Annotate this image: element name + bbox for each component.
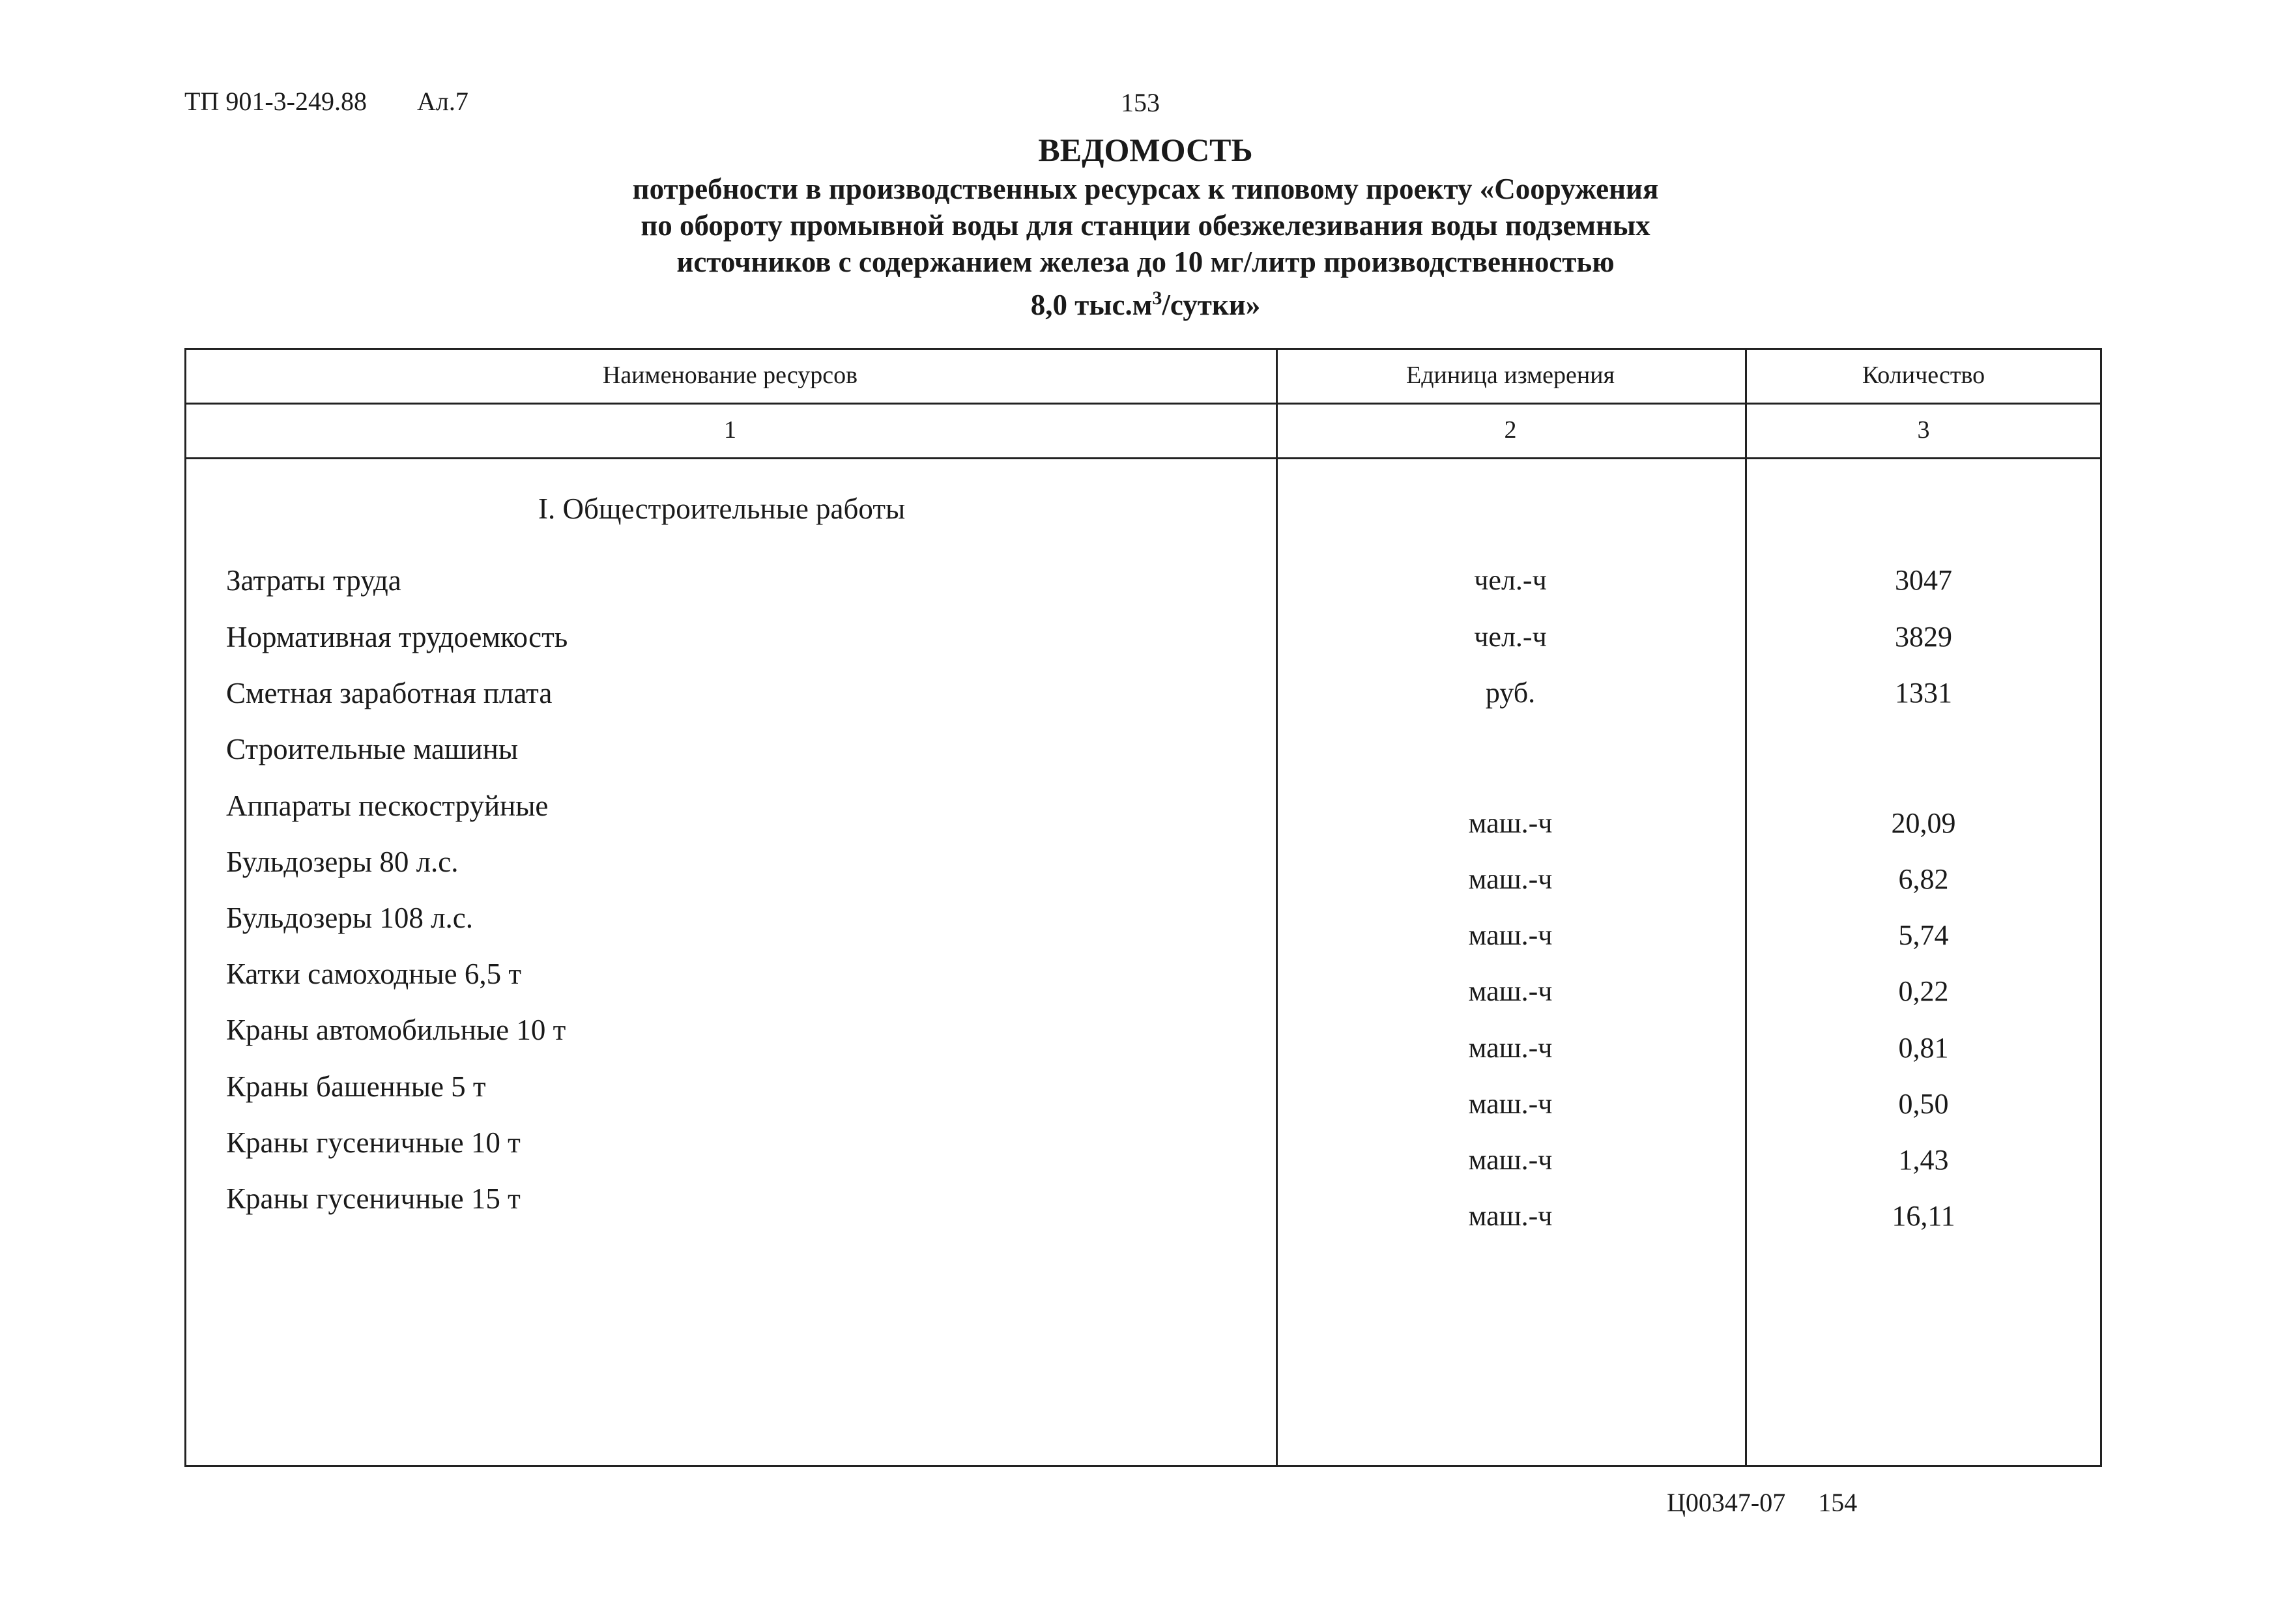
sheet-label: Ал.7	[417, 87, 468, 116]
title-line-2: по обороту промывной воды для станции обезжелезивания воды подземных	[641, 209, 1650, 242]
table-row-name: Краны автомобильные 10 т	[226, 1014, 566, 1046]
page-number: 153	[1121, 88, 1160, 117]
table-row-unit: руб.	[1485, 677, 1536, 709]
table-row-qty: 6,82	[1898, 863, 1949, 895]
table-row-name: Катки самоходные 6,5 т	[226, 958, 522, 990]
column-divider-1	[1276, 348, 1278, 1467]
table-row-qty: 0,50	[1898, 1088, 1949, 1120]
table-row-qty: 1331	[1895, 677, 1952, 709]
column-header-name: Наименование ресурсов	[602, 362, 858, 389]
table-row-unit: чел.-ч	[1474, 564, 1547, 596]
column-header-unit: Единица измерения	[1406, 362, 1615, 389]
table-row-unit: маш.-ч	[1468, 863, 1553, 895]
table-row-unit: маш.-ч	[1468, 1144, 1553, 1176]
table-row-name: Краны гусеничные 15 т	[226, 1182, 521, 1215]
column-header-quantity: Количество	[1862, 362, 1985, 389]
table-row-name: Нормативная трудоемкость	[226, 621, 568, 653]
table-row-unit: маш.-ч	[1468, 975, 1553, 1007]
column-numbers-divider	[184, 457, 2102, 459]
table-row-name: Бульдозеры 80 л.с.	[226, 846, 459, 878]
footer-code: Ц00347-07 154	[1667, 1488, 1858, 1517]
table-row-name: Строительные машины	[226, 733, 519, 765]
table-row-qty: 16,11	[1892, 1200, 1955, 1232]
title-line-1: потребности в производственных ресурсах к типовому проекту «Сооружения	[632, 173, 1659, 205]
column-divider-2	[1745, 348, 1747, 1467]
table-row-unit: маш.-ч	[1468, 1032, 1553, 1064]
table-row-name: Аппараты пескоструйные	[226, 790, 549, 822]
table-row-qty: 5,74	[1898, 919, 1949, 951]
table-row-unit: чел.-ч	[1474, 621, 1547, 653]
table-row-name: Краны гусеничные 10 т	[226, 1126, 521, 1159]
table-row-unit: маш.-ч	[1468, 1200, 1553, 1232]
table-row-qty: 3047	[1895, 564, 1952, 596]
document-title: ВЕДОМОСТЬ	[1038, 132, 1253, 168]
table-row-name: Краны башенные 5 т	[226, 1070, 486, 1103]
document-code: ТП 901-3-249.88	[184, 87, 367, 116]
table-row-qty: 3829	[1895, 621, 1952, 653]
table-row-name: Бульдозеры 108 л.с.	[226, 902, 474, 934]
table-row-name: Затраты труда	[226, 564, 401, 597]
table-row-qty: 20,09	[1891, 807, 1956, 839]
title-superscript: 3	[1152, 287, 1162, 309]
title-line-4	[0, 280, 2291, 323]
title-block	[0, 129, 2291, 323]
table-row-unit: маш.-ч	[1468, 1088, 1553, 1120]
table-row-unit: маш.-ч	[1468, 919, 1553, 951]
title-line-4-suffix: /сутки»	[1162, 289, 1261, 321]
title-line-4-prefix: 8,0 тыс.м	[1030, 289, 1153, 321]
table-row-name: Сметная заработная плата	[226, 677, 553, 709]
column-number-2: 2	[1504, 416, 1517, 444]
table-row-qty: 1,43	[1898, 1144, 1949, 1176]
table-row-qty: 0,81	[1898, 1032, 1949, 1064]
column-number-3: 3	[1917, 416, 1930, 444]
table-row-qty: 0,22	[1898, 975, 1949, 1007]
section-title: I. Общестроительные работы	[538, 492, 906, 525]
title-line-3: источников с содержанием железа до 10 мг/литр производственностью	[676, 246, 1615, 278]
table-row-unit: маш.-ч	[1468, 807, 1553, 839]
column-number-1: 1	[724, 416, 736, 444]
